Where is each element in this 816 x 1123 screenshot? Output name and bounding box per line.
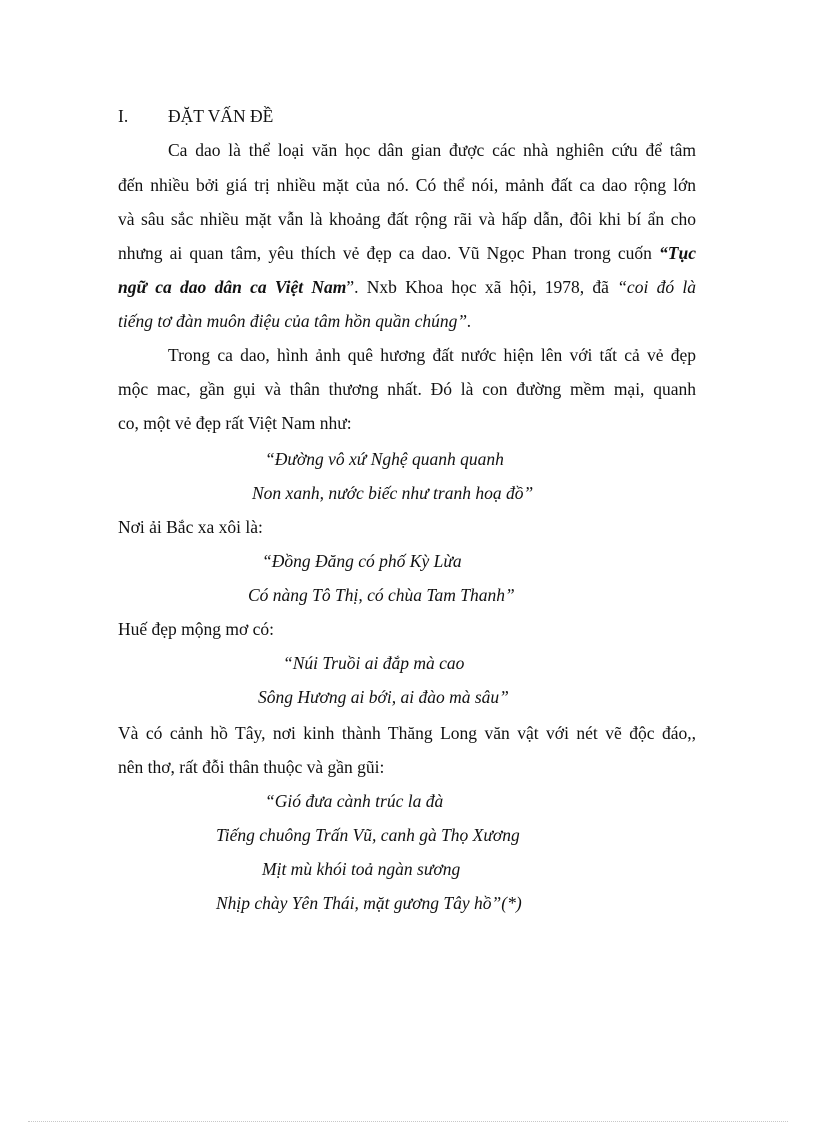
verse-line: “Đường vô xứ Nghệ quanh quanh xyxy=(265,449,504,469)
paragraph-line: Huế đẹp mộng mơ có: xyxy=(118,619,275,639)
paragraph-line: Trong ca dao, hình ảnh quê hương đất nước hiện lên với tất cả vẻ đẹp xyxy=(168,345,696,365)
verse-line: Nhịp chày Yên Thái, mặt gương Tây hồ”(*) xyxy=(216,893,522,913)
paragraph-line xyxy=(118,276,696,298)
verse-line: Non xanh, nước biếc như tranh hoạ đồ” xyxy=(252,483,534,503)
verse-line: “Núi Truồi ai đắp mà cao xyxy=(283,653,465,673)
paragraph-line: mộc mac, gần gụi và thân thương nhất. Đó là con đường mềm mại, quanh xyxy=(118,379,696,399)
section-number: I. xyxy=(118,106,129,126)
verse-line: Sông Hương ai bới, ai đào mà sâu” xyxy=(258,687,509,707)
verse-line: “Gió đưa cành trúc la đà xyxy=(265,791,444,811)
book-title-start: “Tục xyxy=(659,243,696,263)
verse-line: Mịt mù khói toả ngàn sương xyxy=(262,859,461,879)
section-title: ĐẶT VẤN ĐỀ xyxy=(168,106,274,126)
verse-line: Tiếng chuông Trấn Vũ, canh gà Thọ Xương xyxy=(216,825,520,845)
paragraph-line: Nơi ải Bắc xa xôi là: xyxy=(118,517,263,537)
paragraph-line: và sâu sắc nhiều mặt vẫn là khoảng đất rộng rãi và hấp dẫn, đôi khi bí ẩn cho xyxy=(118,209,696,229)
book-title: ngữ ca dao dân ca Việt Nam xyxy=(118,277,347,297)
quote-start: “coi đó là xyxy=(617,277,696,297)
paragraph-line: Và có cảnh hồ Tây, nơi kinh thành Thăng Long văn vật với nét vẽ độc đáo,, xyxy=(118,723,696,743)
verse-line: “Đồng Đăng có phố Kỳ Lừa xyxy=(262,551,462,571)
paragraph-line: Ca dao là thể loại văn học dân gian được các nhà nghiên cứu để tâm xyxy=(168,140,696,160)
page-edge-divider xyxy=(28,1121,788,1122)
paragraph-line: nên thơ, rất đỗi thân thuộc và gần gũi: xyxy=(118,757,385,777)
paragraph-line xyxy=(118,242,696,264)
paragraph-line: co, một vẻ đẹp rất Việt Nam như: xyxy=(118,413,352,433)
paragraph-text: ”. Nxb Khoa học xã hội, 1978, đã xyxy=(346,277,618,297)
paragraph-line: đến nhiều bởi giá trị nhiều mặt của nó. Có thể nói, mảnh đất ca dao rộng lớn xyxy=(118,175,696,195)
quote-line: tiếng tơ đàn muôn điệu của tâm hồn quần chúng”. xyxy=(118,311,472,331)
verse-line: Có nàng Tô Thị, có chùa Tam Thanh” xyxy=(248,585,515,605)
paragraph-text: nhưng ai quan tâm, yêu thích vẻ đẹp ca dao. Vũ Ngọc Phan trong cuốn xyxy=(118,243,660,263)
